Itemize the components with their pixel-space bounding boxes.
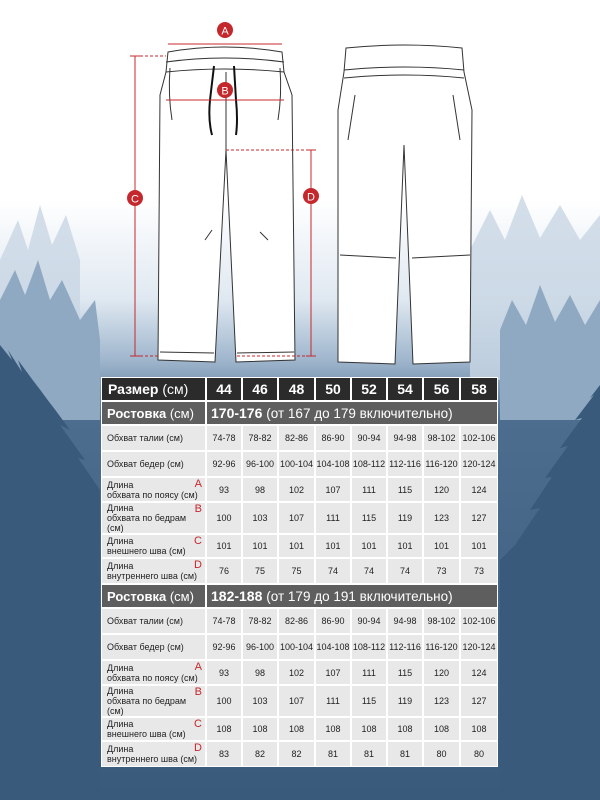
measurement-value: 111 (351, 660, 387, 685)
measurement-value: 108 (278, 717, 315, 741)
measurement-value: 119 (387, 685, 423, 717)
measurement-label-line: Длина (107, 686, 134, 696)
height-group-unit: (см) (169, 405, 194, 421)
measurement-value: 100 (206, 502, 242, 534)
measurement-value: 116-120 (423, 451, 460, 477)
size-header-label (101, 377, 206, 401)
svg-text:A: A (221, 25, 229, 38)
measurement-value: 111 (315, 685, 351, 717)
measurement-label (101, 558, 206, 584)
size-table (101, 377, 498, 767)
measurement-value: 80 (423, 741, 460, 767)
height-group-name: Ростовка (107, 588, 170, 604)
measurement-row (101, 477, 498, 502)
measurement-value: 74-78 (206, 608, 242, 634)
measurement-value: 123 (423, 685, 460, 717)
measurement-value: 116-120 (423, 634, 460, 660)
measurement-label-line: Длина (107, 479, 134, 490)
measurement-value: 120-124 (460, 634, 498, 660)
measurement-value: 101 (423, 534, 460, 558)
svg-text:C: C (131, 193, 139, 206)
height-group-label (101, 401, 206, 425)
measurement-value: 107 (315, 660, 351, 685)
measurement-label-line: внешнего шва (см) (107, 546, 186, 556)
measurement-label-line: Длина (107, 503, 134, 513)
size-header-row (101, 377, 498, 401)
measurement-value: 115 (351, 685, 387, 717)
size-header-cell: 56 (423, 377, 460, 401)
measurement-value: 115 (387, 477, 423, 502)
measurement-label-line: внешнего шва (см) (107, 729, 186, 739)
measurement-value: 101 (315, 534, 351, 558)
measurement-label-line: внутреннего шва (см) (107, 754, 198, 764)
measurement-label-line: Длина (107, 744, 134, 754)
measurement-value: 101 (351, 534, 387, 558)
measurement-label (101, 634, 206, 660)
measurement-label-line: Длина (107, 662, 134, 673)
measurement-value: 100 (206, 685, 242, 717)
measurement-label (101, 608, 206, 634)
measurement-value: 96-100 (242, 634, 278, 660)
measurement-value: 108 (460, 717, 498, 741)
height-value: 170-176 (211, 405, 267, 421)
measurement-value: 98-102 (423, 425, 460, 451)
measurement-label (101, 451, 206, 477)
measurement-label-line: обхвата по бедрам (см) (107, 696, 187, 716)
measurement-letter: C (194, 535, 202, 547)
measurement-row (101, 660, 498, 685)
measurement-letter: C (194, 718, 202, 730)
measurement-label-line: Длина (107, 719, 134, 729)
marker-a (217, 22, 233, 38)
measurement-label (101, 685, 206, 717)
measurement-value: 94-98 (387, 425, 423, 451)
measurement-value: 112-116 (387, 451, 423, 477)
measurement-value: 115 (351, 502, 387, 534)
measurement-value: 103 (242, 685, 278, 717)
measurement-letter: D (194, 742, 202, 754)
measurement-value: 94-98 (387, 608, 423, 634)
height-value: 182-188 (211, 588, 267, 604)
size-unit-text: (см) (162, 381, 189, 397)
measurement-value: 108 (351, 717, 387, 741)
measurement-value: 124 (460, 477, 498, 502)
measurement-label (101, 660, 206, 685)
measurement-value: 90-94 (351, 425, 387, 451)
measurement-row (101, 425, 498, 451)
measurement-label-line: обхвата по поясу (см) (107, 672, 198, 683)
measurement-row (101, 502, 498, 534)
measurement-value: 112-116 (387, 634, 423, 660)
size-label-text: Размер (108, 381, 163, 397)
measurement-value: 111 (351, 477, 387, 502)
measurement-value: 101 (387, 534, 423, 558)
measurement-row (101, 558, 498, 584)
measurement-value: 124 (460, 660, 498, 685)
measurement-value: 76 (206, 558, 242, 584)
measurement-value: 108-112 (351, 634, 387, 660)
measurement-value: 80 (460, 741, 498, 767)
measurement-value: 104-108 (315, 634, 351, 660)
measurement-value: 101 (242, 534, 278, 558)
measurement-value: 120 (423, 660, 460, 685)
measurement-value: 107 (315, 477, 351, 502)
measurement-value: 90-94 (351, 608, 387, 634)
marker-d (303, 188, 319, 204)
height-group-name: Ростовка (107, 405, 170, 421)
measurement-value: 82 (242, 741, 278, 767)
measurement-letter: D (194, 559, 202, 571)
size-header-cell: 46 (242, 377, 278, 401)
marker-b (217, 82, 233, 98)
measurement-label-line: Длина (107, 561, 134, 571)
size-header-cell: 54 (387, 377, 423, 401)
measurement-value: 81 (351, 741, 387, 767)
measurement-value: 98 (242, 477, 278, 502)
measurement-value: 75 (278, 558, 315, 584)
measurement-row (101, 634, 498, 660)
height-group-range (206, 401, 498, 425)
measurement-value: 93 (206, 477, 242, 502)
measurement-value: 73 (423, 558, 460, 584)
measurement-value: 82-86 (278, 608, 315, 634)
measurement-value: 93 (206, 660, 242, 685)
pants-back-drawing (338, 45, 472, 364)
measurement-value: 127 (460, 502, 498, 534)
size-chart (101, 377, 498, 792)
height-group-row (101, 401, 498, 425)
measurement-label-line: внутреннего шва (см) (107, 571, 198, 581)
measurement-label-line: Обхват талии (см) (107, 433, 183, 443)
height-group-range (206, 584, 498, 608)
measurement-value: 74 (387, 558, 423, 584)
measurement-value: 108 (242, 717, 278, 741)
measurement-value: 120-124 (460, 451, 498, 477)
measurement-value: 78-82 (242, 425, 278, 451)
measurement-value: 92-96 (206, 451, 242, 477)
marker-c (127, 190, 143, 206)
measurement-value: 119 (387, 502, 423, 534)
measurement-label-line: Обхват бедер (см) (107, 642, 184, 652)
measurement-row (101, 608, 498, 634)
measurement-value: 123 (423, 502, 460, 534)
svg-text:B: B (221, 85, 229, 98)
measurement-label-line: Обхват бедер (см) (107, 459, 184, 469)
measurement-row (101, 534, 498, 558)
size-header-cell: 58 (460, 377, 498, 401)
measurement-value: 127 (460, 685, 498, 717)
size-header-cell: 52 (351, 377, 387, 401)
measurement-value: 104-108 (315, 451, 351, 477)
measurement-value: 83 (206, 741, 242, 767)
measurement-value: 98-102 (423, 608, 460, 634)
measurement-label (101, 477, 206, 502)
measurement-letter: A (194, 661, 202, 673)
measurement-value: 75 (242, 558, 278, 584)
measurement-label-line: обхвата по бедрам (см) (107, 513, 187, 533)
measurement-value: 111 (315, 502, 351, 534)
measurement-row (101, 451, 498, 477)
measurement-letter: B (194, 503, 202, 515)
measurement-value: 102-106 (460, 425, 498, 451)
measurement-value: 108 (423, 717, 460, 741)
height-group-unit: (см) (169, 588, 194, 604)
measurement-label (101, 717, 206, 741)
measurement-value: 120 (423, 477, 460, 502)
measurement-label (101, 534, 206, 558)
measurement-value: 101 (206, 534, 242, 558)
measurement-row (101, 741, 498, 767)
measurement-value: 115 (387, 660, 423, 685)
measurement-letter: A (194, 478, 202, 490)
measurement-value: 74 (351, 558, 387, 584)
measurement-value: 96-100 (242, 451, 278, 477)
size-header-cell: 50 (315, 377, 351, 401)
measurement-value: 100-104 (278, 634, 315, 660)
measurement-value: 81 (315, 741, 351, 767)
measurement-value: 86-90 (315, 425, 351, 451)
measurement-value: 102 (278, 660, 315, 685)
height-range-text: (от 179 до 191 включительно) (266, 589, 453, 604)
measurement-value: 86-90 (315, 608, 351, 634)
size-header-cell: 44 (206, 377, 242, 401)
measurement-value: 101 (278, 534, 315, 558)
measurement-value: 108 (206, 717, 242, 741)
height-group-row (101, 584, 498, 608)
measurement-label (101, 741, 206, 767)
measurement-row (101, 685, 498, 717)
measurement-value: 100-104 (278, 451, 315, 477)
size-header-cell: 48 (278, 377, 315, 401)
measurement-value: 108 (315, 717, 351, 741)
measurement-value: 98 (242, 660, 278, 685)
measurement-value: 107 (278, 685, 315, 717)
measurement-label-line: обхвата по поясу (см) (107, 489, 198, 500)
measurement-value: 82-86 (278, 425, 315, 451)
measurement-value: 108-112 (351, 451, 387, 477)
height-range-text: (от 167 до 179 включительно) (266, 406, 453, 421)
measurement-value: 103 (242, 502, 278, 534)
measurement-value: 74-78 (206, 425, 242, 451)
measurement-letter: B (194, 686, 202, 698)
measurement-value: 102 (278, 477, 315, 502)
measurement-value: 73 (460, 558, 498, 584)
measurement-value: 107 (278, 502, 315, 534)
measurement-value: 81 (387, 741, 423, 767)
measurement-label-line: Длина (107, 536, 134, 546)
measurement-value: 102-106 (460, 608, 498, 634)
measurement-value: 74 (315, 558, 351, 584)
measurement-value: 82 (278, 741, 315, 767)
measurement-value: 108 (387, 717, 423, 741)
svg-text:D: D (307, 191, 315, 204)
measurement-label (101, 502, 206, 534)
height-group-label (101, 584, 206, 608)
measurement-label (101, 425, 206, 451)
measurement-label-line: Обхват талии (см) (107, 616, 183, 626)
measurement-row (101, 717, 498, 741)
measurement-value: 101 (460, 534, 498, 558)
measurement-value: 78-82 (242, 608, 278, 634)
measurement-value: 92-96 (206, 634, 242, 660)
